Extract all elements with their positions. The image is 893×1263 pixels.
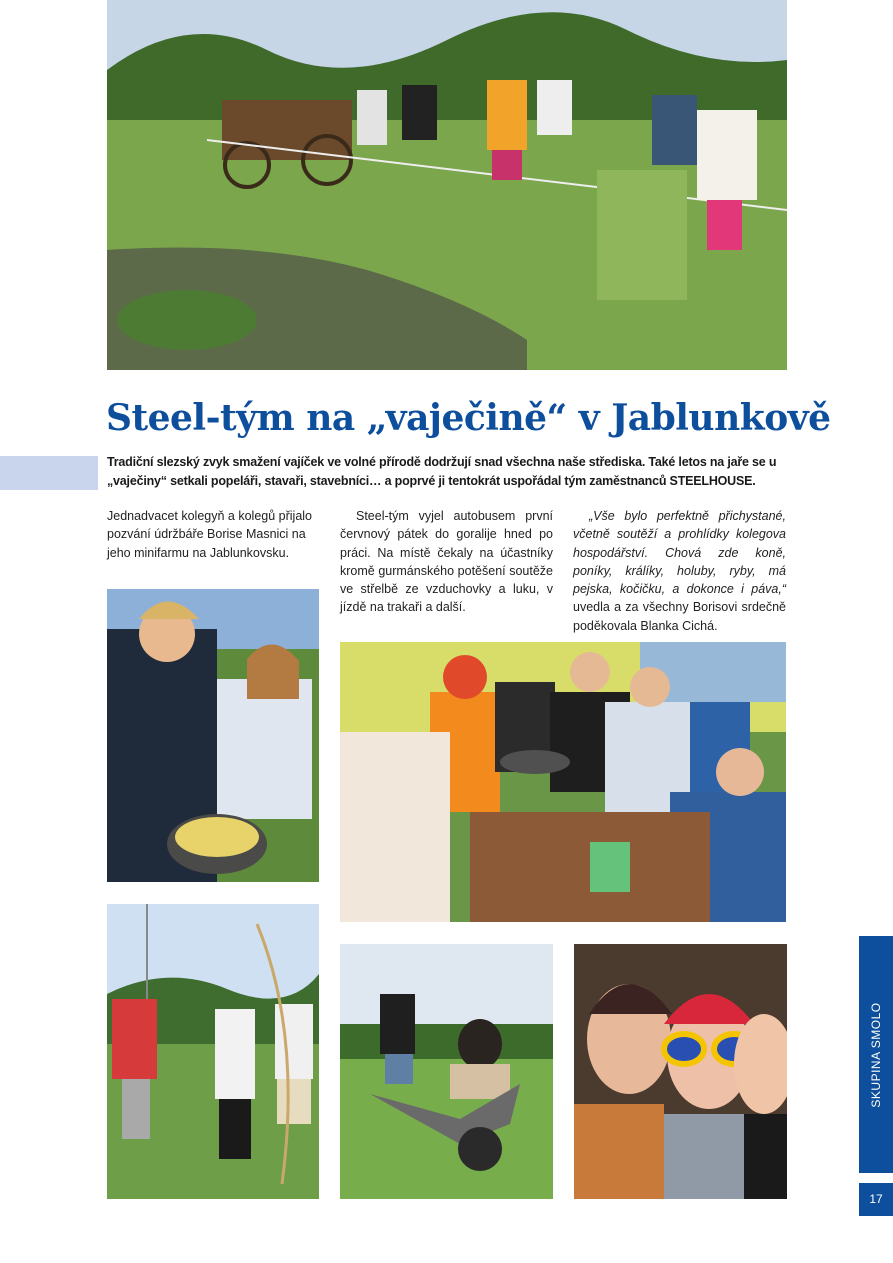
section-side-tab [859, 936, 893, 1173]
selfie-photo [574, 944, 787, 1199]
wheelbarrow-race-photo [340, 944, 553, 1199]
article-column-3 [573, 507, 786, 635]
accent-bar [0, 456, 98, 490]
article-column-2: Steel-tým vyjel autobusem první červnový pátek do goralije hned po práci. Na místě čekaly na účastníky kromě gurmánského potěšení soutěže ve střelbě ze vzduchovky a luku, v jízdě na trakaři a další. [340, 509, 553, 615]
hero-photo [107, 0, 787, 370]
archery-photo [107, 904, 319, 1199]
article-title: Steel-tým na „vaječině“ v Jablunkově [106, 397, 831, 439]
page-number: 17 [859, 1183, 893, 1216]
quote-attribution: uvedla a za všechny Borisovi srdečně poděkovala Blanka Cichá. [573, 600, 786, 633]
egg-frying-photo [107, 589, 319, 882]
article-column-1: Jednadvacet kolegyň a kolegů přijalo pozvání údržbáře Borise Masnici na jeho minifarmu na Jablunkovsku. [107, 509, 312, 560]
quote-text: „Vše bylo perfektně přichystané, včetně soutěží a prohlídky kolegova hospodářství. Chová zde koně, poníky, králíky, holuby, ryby, má pejska, kočičku, a dokonce i páva,“ [573, 509, 786, 597]
section-label: SKUPINA SMOLO [869, 1001, 883, 1108]
table-with-eggs-photo [340, 642, 786, 922]
article-lead: Tradiční slezský zvyk smažení vajíček ve volné přírodě dodržují snad všechna naše střediska. Také letos na jaře se u „vaječiny“ setkali popeláři, stavaři, stavebníci… a poprvé ji tentokrát uspořádal tým zaměstnanců STEELHOUSE. [107, 455, 777, 488]
